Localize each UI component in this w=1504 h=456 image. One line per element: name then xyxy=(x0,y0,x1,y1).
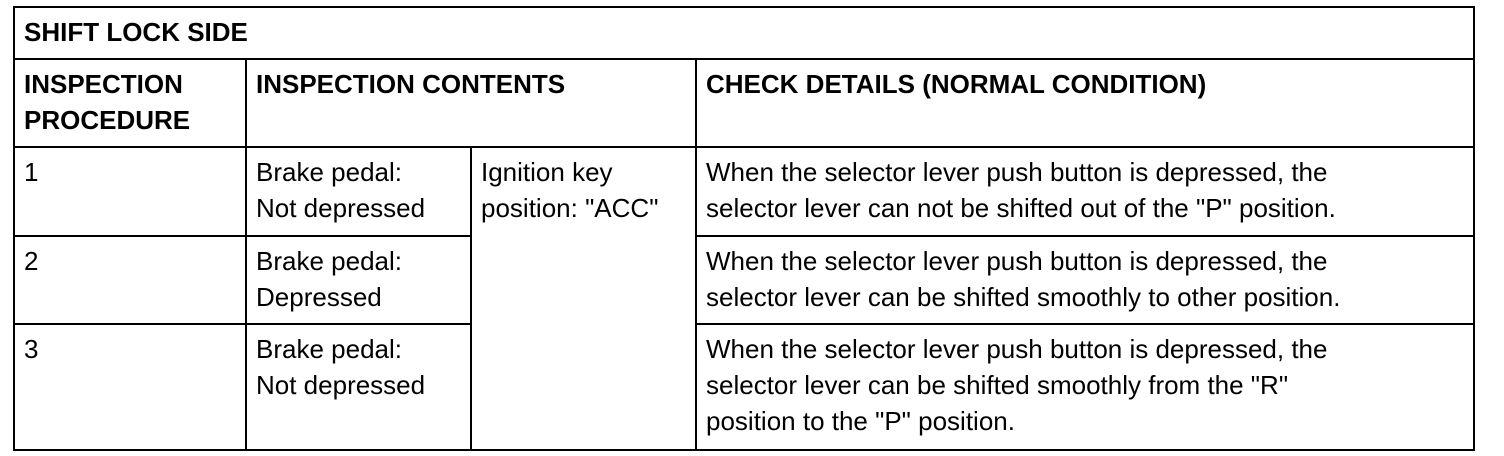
header-inspection-contents: INSPECTION CONTENTS xyxy=(246,59,696,147)
header-inspection-procedure: INSPECTION PROCEDURE xyxy=(14,59,246,147)
brake-pedal-condition: Brake pedal: Depressed xyxy=(246,236,471,324)
check-details: When the selector lever push button is depressed, the selector lever can be shifted smoothly from the "R" position to the "P" position. xyxy=(696,324,1474,450)
table-title: SHIFT LOCK SIDE xyxy=(14,7,1474,59)
procedure-number: 3 xyxy=(14,324,246,450)
table-title-row xyxy=(14,7,1474,59)
procedure-number: 2 xyxy=(14,236,246,324)
table-row xyxy=(14,324,1474,450)
check-details: When the selector lever push button is depressed, the selector lever can be shifted smoothly to other position. xyxy=(696,236,1474,324)
header-check-details: CHECK DETAILS (NORMAL CONDITION) xyxy=(696,59,1474,147)
check-details: When the selector lever push button is depressed, the selector lever can not be shifted out of the "P" position. xyxy=(696,147,1474,236)
ignition-key-position: Ignition key position: "ACC" xyxy=(471,147,696,450)
table-row xyxy=(14,147,1474,236)
procedure-number: 1 xyxy=(14,147,246,236)
table-header-row xyxy=(14,59,1474,147)
brake-pedal-condition: Brake pedal: Not depressed xyxy=(246,147,471,236)
shift-lock-inspection-table xyxy=(13,6,1475,451)
table-row xyxy=(14,236,1474,324)
brake-pedal-condition: Brake pedal: Not depressed xyxy=(246,324,471,450)
